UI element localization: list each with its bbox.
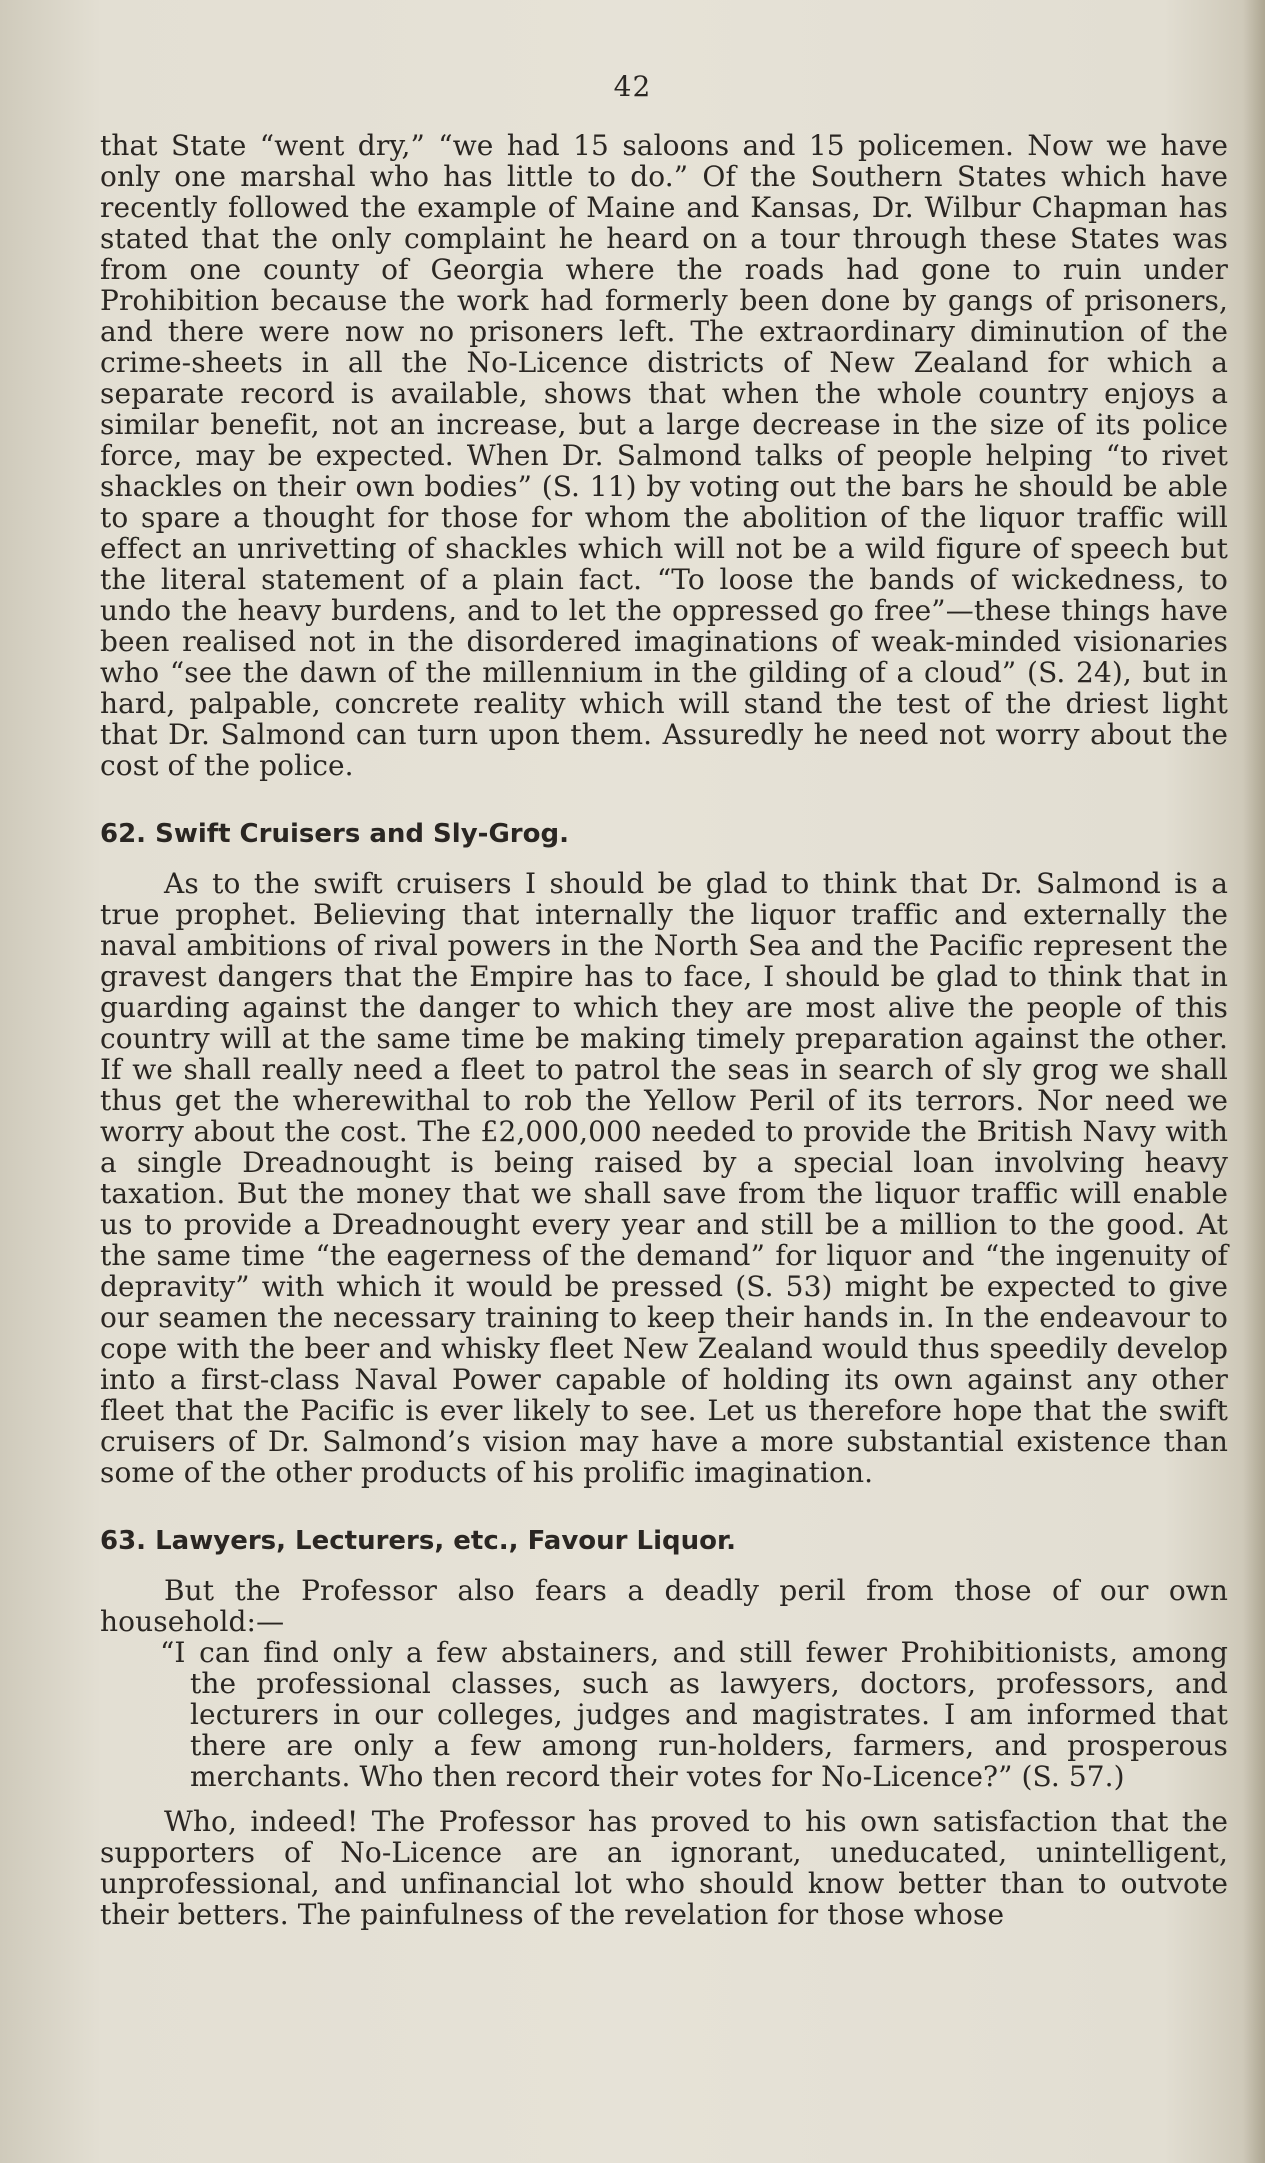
body-paragraph-continued: that State “went dry,” “we had 15 saloons and 15 policemen. Now we have only one marshal who has little to do.” Of the Southern States which have recently followed the example of Maine and Kansas, Dr. Wilbur Chapman has stated that the only complaint he heard on a tour through these States was from one county of Georgia where the roads had gone to ruin under Prohibition because the work had formerly been done by gangs of prisoners, and there were now no prisoners left. The extraordinary diminution of the crime-sheets in all the No-Licence districts of New Zealand for which a separate record is available, shows that when the whole country enjoys a similar benefit, not an increase, but a large decrease in the size of its police force, may be expected. When Dr. Salmond talks of people helping “to rivet shackles on their own bodies” (S. 11) by voting out the bars he should be able to spare a thought for those for whom the abolition of the liquor traffic will effect an unrivetting of shackles which will not be a wild figure of speech but the literal statement of a plain fact. “To loose the bands of wickedness, to undo the heavy burdens, and to let the oppressed go free”—these things have been realised not in the disordered imaginations of weak-minded visionaries who “see the dawn of the millennium in the gilding of a cloud” (S. 24), but in hard, palpable, concrete reality which will stand the test of the driest light that Dr. Salmond can turn upon them. Assuredly he need not worry about the cost of the police. (100, 129, 1228, 782)
section-62-paragraph: As to the swift cruisers I should be glad to think that Dr. Salmond is a true prophet. Believing that internally the liquor traffic and externally the naval ambitions of rival powers in the North Sea and the Pacific represent the gravest dangers that the Empire has to face, I should be glad to think that in guarding against the danger to which they are most alive the people of this country will at the same time be making timely preparation against the other. If we shall really need a fleet to patrol the seas in search of sly grog we shall thus get the wherewithal to rob the Yellow Peril of its terrors. Nor need we worry about the cost. The £2,000,000 needed to provide the British Navy with a single Dreadnought is being raised by a special loan involving heavy taxation. But the money that we shall save from the liquor traffic will enable us to provide a Dreadnought every year and still be a million to the good. At the same time “the eagerness of the demand” for liquor and “the ingenuity of depravity” with which it would be pressed (S. 53) might be expected to give our seamen the necessary training to keep their hands in. In the endeavour to cope with the beer and whisky fleet New Zealand would thus speedily develop into a first-class Naval Power capable of holding its own against any other fleet that the Pacific is ever likely to see. Let us therefore hope that the swift cruisers of Dr. Salmond’s vision may have a more substantial existence than some of the other products of his prolific imagination. (100, 867, 1228, 1489)
section-63-closing: Who, indeed! The Professor has proved to his own satisfaction that the supporters of No-Licence are an ignorant, uneducated, unintelligent, unprofessional, and unfinancial lot who should know better than to outvote their betters. The painfulness of the revelation for those whose (100, 1805, 1228, 1931)
section-heading-62: 62. Swift Cruisers and Sly-Grog. (100, 819, 569, 849)
page-edge-shadow (1243, 0, 1265, 2163)
section-63-intro: But the Professor also fears a deadly peril from those of our own household:— (100, 1574, 1228, 1638)
section-63-quote: “I can find only a few abstainers, and still fewer Prohibitionists, among the professional classes, such as lawyers, doctors, professors, and lecturers in our colleges, judges and magistrates. I am informed that there are only a few among run-holders, farmers, and prosperous merchants. Who then record their votes for No-Licence?” (S. 57.) (160, 1636, 1228, 1793)
page-number: 42 (613, 70, 652, 103)
section-heading-63: 63. Lawyers, Lecturers, etc., Favour Liquor. (100, 1526, 736, 1556)
page-body (100, 130, 1228, 1930)
